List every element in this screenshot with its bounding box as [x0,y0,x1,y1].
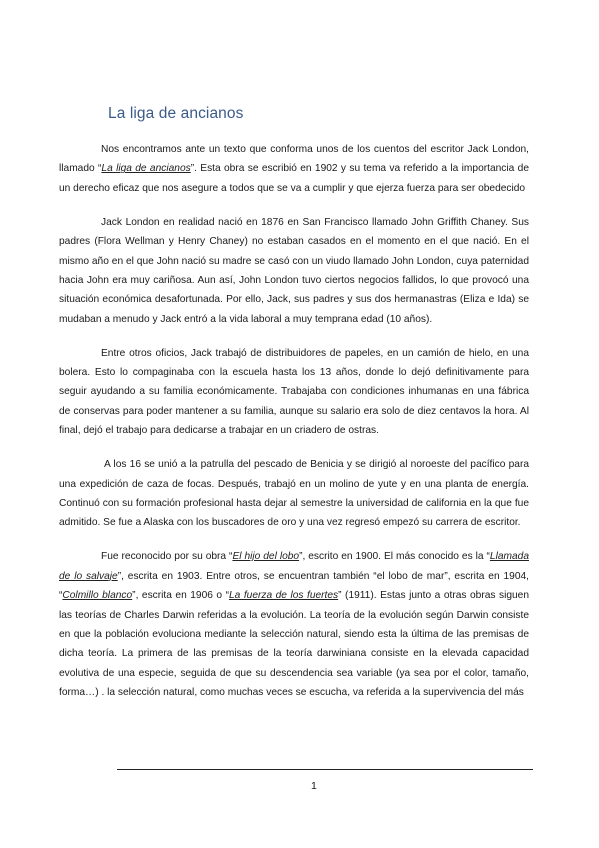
work-title-link: El hijo del lobo [232,551,300,563]
work-title-link: Colmillo blanco [62,590,133,602]
page-number: 1 [311,780,317,792]
text-run: ”. Esta obra se escribió en 1902 y su tema va referido a la importancia de un derecho eficaz que nos asegure a todos que se va a cumplir y que ejerza fuerza para ser obedecido [59,163,529,194]
work-title-link: La liga de ancianos [101,163,191,175]
document-title: La liga de ancianos [108,105,244,122]
text-run: Nos encontramos ante un texto que conforma unos de los cuentos del escritor Jack London, llamado “ [59,144,529,175]
work-title-link: Llamada de lo salvaje [59,551,529,582]
document-body [59,140,529,717]
paragraph-2: Jack London en realidad nació en 1876 en San Francisco llamado John Griffith Chaney. Sus padres (Flora Wellman y Henry Chaney) no estaban casados en el momento en el que nació. En el mismo año en el que John nació su madre se casó con un viudo llamado John London, cuya paternidad hacia John era muy cariñosa. Aun así, John London tuvo ciertos negocios fallidos, lo que provocó una situación económica desafortunada. Por ello, Jack, sus padres y sus dos hermanastras (Eliza e Ida) se mudaban a menudo y Jack entró a la vida laboral a muy temprana edad (10 años). [59,216,529,325]
text-run: ” (1911). Estas junto a otras obras siguen las teorías de Charles Darwin referidas a la evolución. La teoría de la evolución según Darwin consiste en que la población evoluciona mediante la selección natural, siendo esta la última de las premisas de dicha teoría. La primera de las premisas de la teoría darwiniana consiste en la elevada capacidad evolutiva de una especie, seguida de que su descendencia sea variable (ya sea por el color, tamaño, forma…) . la selección natural, como muchas veces se escucha, va referida a la supervivencia del más [59,590,529,699]
work-title-link: La fuerza de los fuertes [228,590,339,602]
paragraph-3: Entre otros oficios, Jack trabajó de distribuidores de papeles, en un camión de hielo, en una bolera. Esto lo compaginaba con la escuela hasta los 13 años, donde lo dejó definitivamente para seguir ayudando a su familia económicamente. Trabajaba con condiciones inhumanas en una fábrica de conservas para poder mantener a su familia, aunque su salario era solo de diez centavos la hora. Al final, dejó el trabajo para dedicarse a trabajar en un criadero de ostras. [59,347,529,437]
paragraph-1 [59,140,529,198]
paragraph-5 [59,547,529,702]
paragraph-4: A los 16 se unió a la patrulla del pescado de Benicia y se dirigió al noroeste del pacífico para una expedición de caza de focas. Después, trabajó en un molino de yute y en una planta de energía. Continuó con su formación profesional hasta dejar al semestre la universidad de california en la que fue admitido. Se fue a Alaska con los buscadores de oro y una vez regresó empezó su carrera de escritor. [59,459,529,529]
text-run: ”, escrito en 1900. El más conocido es la “ [299,551,490,563]
footer-divider [117,769,533,770]
text-run: ”, escrita en 1903. Entre otros, se encuentran también “el lobo de mar”, escrita en 1904, “ [59,570,529,602]
text-run: Fue reconocido por su obra “ [101,551,233,563]
text-run: ”, escrita en 1906 o “ [132,590,229,602]
